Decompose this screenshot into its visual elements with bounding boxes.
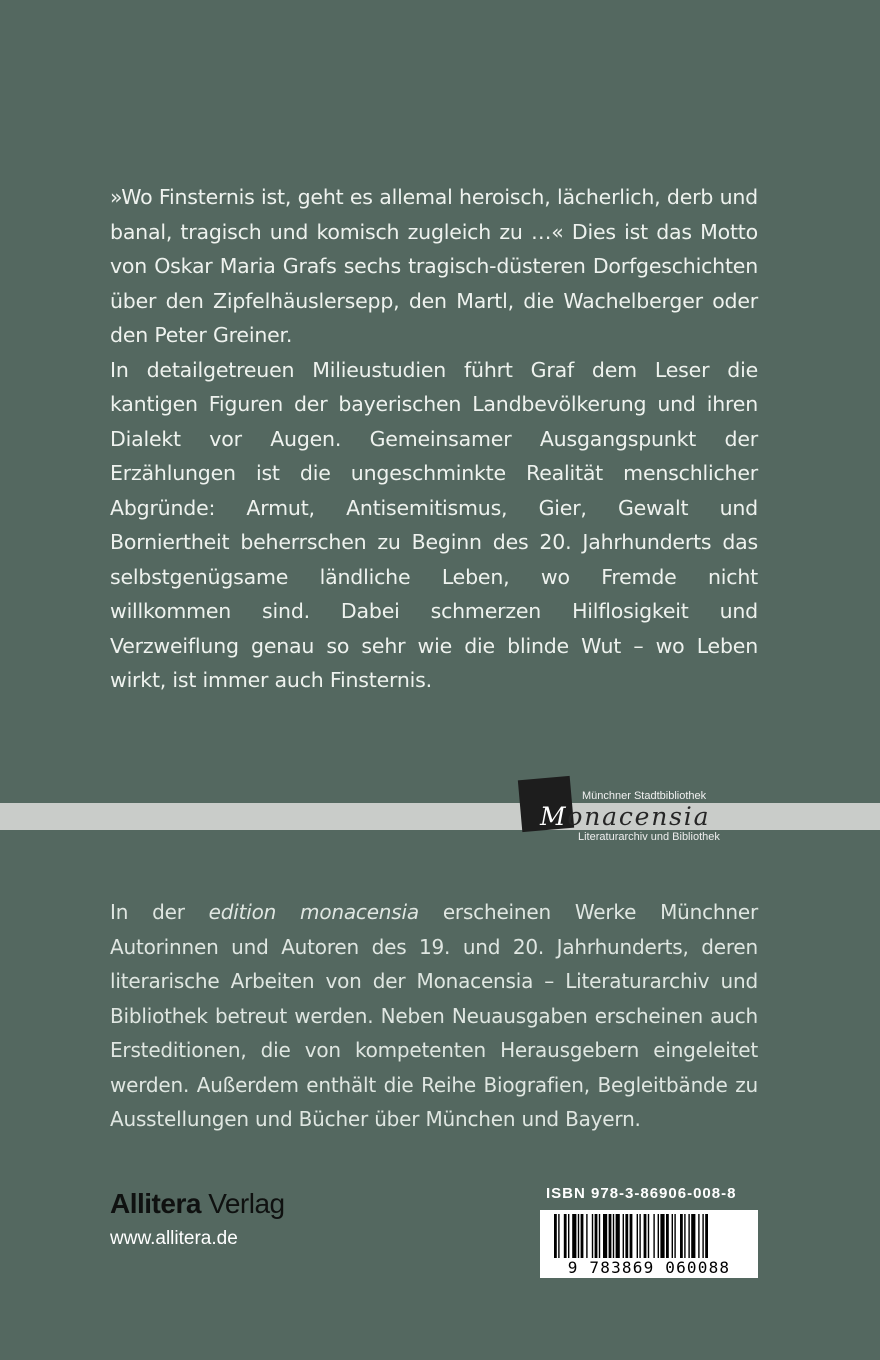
barcode-bars [540,1210,758,1260]
barcode-bar [648,1214,649,1258]
barcode-bar [616,1214,620,1258]
barcode-bar [572,1214,576,1258]
logo-bottom-line: Literaturarchiv und Bibliothek [578,831,720,843]
barcode-bar [592,1214,593,1258]
logo-wordmark-initial: M [540,802,568,831]
barcode-bar [705,1214,708,1258]
barcode-bar [623,1214,624,1258]
logo-wordmark-rest: onacensia [567,802,711,831]
barcode-bar [564,1214,567,1258]
publisher-name-rest: Verlag [200,1188,285,1219]
barcode-bar [666,1214,669,1258]
barcode-bar [581,1214,584,1258]
barcode-bar [684,1214,685,1258]
barcode-bar [680,1214,683,1258]
barcode-bar [698,1214,699,1258]
barcode-bar [644,1214,647,1258]
barcode-bar [637,1214,638,1258]
logo-wordmark [540,802,710,831]
barcode-bar [702,1214,703,1258]
barcode-bar [568,1214,569,1258]
barcode-bar [578,1214,579,1258]
barcode-bar [554,1214,557,1258]
barcode-bar [658,1214,659,1258]
barcode-bar [691,1214,695,1258]
edition-paragraph [110,895,758,1137]
logo-top-line: Münchner Stadtbibliothek [582,790,707,802]
barcode-bar [595,1214,598,1258]
barcode-bar [599,1214,600,1258]
publisher-website: www.allitera.de [110,1228,238,1249]
monacensia-logo [520,778,780,848]
blurb-paragraph-2: In detailgetreuen Milieustudien führt Graf dem Leser die kantigen Figuren der bayerischen Landbevölkerung und ihren Dialekt vor Augen. Gemeinsamer Ausgangspunkt der Erzählungen ist die ungeschminkte Realität menschlicher Abgründe: Armut, Antisemitismus, Gier, Gewalt und Borniertheit beherrschen zu Beginn des 20. Jahrhunderts das selbstgenügsame ländliche Leben, wo Fremde nicht willkommen sind. Dabei schmerzen Hilflosigkeit und Verzweiflung genau so sehr wie die blinde Wut – wo Leben wirkt, ist immer auch Finsternis. [110,357,758,692]
barcode-bar [586,1214,587,1258]
barcode [540,1210,758,1278]
edition-series-name: edition monacensia [208,900,419,924]
barcode-bar [660,1214,664,1258]
barcode-digits: 9 783869 060088 [567,1258,731,1277]
barcode-bar [603,1214,607,1258]
isbn-label: ISBN 978-3-86906-008-8 [546,1185,737,1202]
barcode-bar [609,1214,612,1258]
publisher-name-bold: Allitera [110,1188,201,1219]
barcode-bar [653,1214,654,1258]
barcode-bar [613,1214,614,1258]
barcode-bar [558,1214,559,1258]
blurb-paragraph-1: »Wo Finsternis ist, geht es allemal heroisch, lächerlich, derb und banal, tragisch und komisch zugleich zu …« Dies ist das Motto von Oskar Maria Grafs sechs tragisch-düsteren Dorfgeschichten über den Zipfelhäuslersepp, den Martl, die Wachelberger oder den Peter Greiner. [110,185,758,347]
barcode-bar [688,1214,689,1258]
barcode-bar [625,1214,628,1258]
barcode-bar [674,1214,675,1258]
edition-intro: In der [110,900,209,924]
edition-text: erscheinen Werke Münchner Autorinnen und Autoren des 19. und 20. Jahrhunderts, deren literarische Arbeiten von der Monacensia – Literaturarchiv und Bibliothek betreut werden. Neben Neuausgaben erscheinen auch Ersteditionen, die von kompetenten Herausgebern eingeleitet werden. Außerdem enthält die Reihe Biografien, Begleitbände zu Ausstellungen und Bücher über München und Bayern. [110,900,758,1131]
back-cover-blurb [110,180,758,698]
publisher-name [110,1188,285,1220]
barcode-bar [672,1214,673,1258]
barcode-bar [639,1214,640,1258]
barcode-bar [630,1214,633,1258]
edition-description [110,895,758,1137]
